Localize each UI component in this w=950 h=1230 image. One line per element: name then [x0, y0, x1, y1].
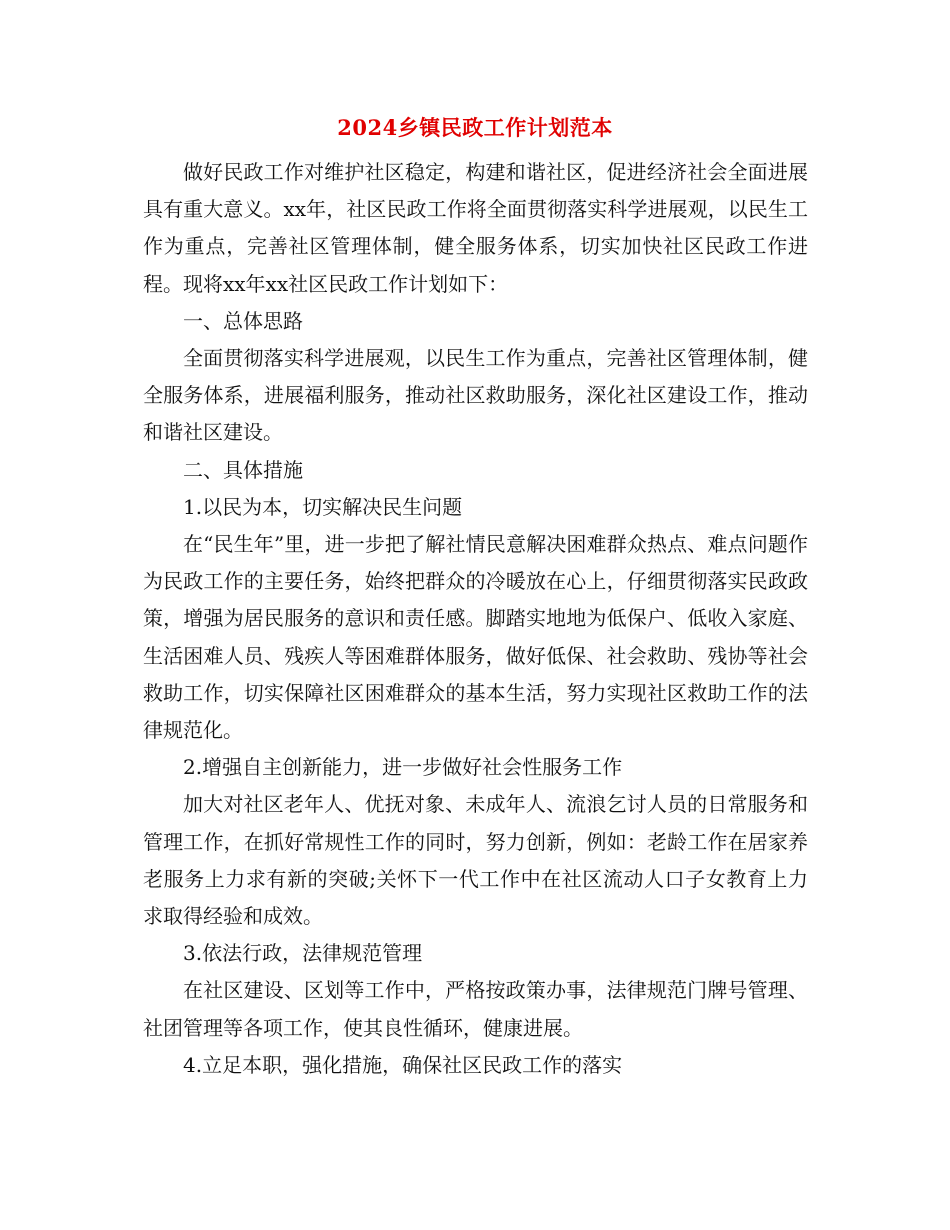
subheading-measure-3: 3.依法行政，法律规范管理	[183, 941, 423, 966]
subheading-measure-1: 1.以民为本，切实解决民生问题	[183, 494, 463, 519]
document-title: 2024乡镇民政工作计划范本	[337, 115, 613, 140]
paragraph-measure-2: 加大对社区老年人、优抚对象、未成年人、流浪乞讨人员的日常服务和管理工作，在抓好常规性工作的同时，努力创新，例如：老龄工作在居家养老服务上力求有新的突破;关怀下一代工作中在社区流动人口子女教育上力求取得经验和成效。	[143, 792, 808, 929]
subheading-measure-4: 4.立足本职，强化措施，确保社区民政工作的落实	[183, 1052, 623, 1077]
paragraph-measure-1: 在“民生年”里，进一步把了解社情民意解决困难群众热点、难点问题作为民政工作的主要任务，始终把群众的冷暖放在心上，仔细贯彻落实民政政策，增强为居民服务的意识和责任感。脚踏实地地为低保户、低收入家庭、生活困难人员、残疾人等困难群体服务，做好低保、社会救助、残协等社会救助工作，切实保障社区困难群众的基本生活，努力实现社区救助工作的法律规范化。	[143, 532, 808, 743]
paragraph-intro: 做好民政工作对维护社区稳定，构建和谐社区，促进经济社会全面进展具有重大意义。xx年，社区民政工作将全面贯彻落实科学进展观，以民生工作为重点，完善社区管理体制，健全服务体系，切实加快社区民政工作进程。现将xx年xx社区民政工作计划如下：	[143, 160, 808, 296]
heading-specific-measures: 二、具体措施	[183, 457, 303, 482]
subheading-measure-2: 2.增强自主创新能力，进一步做好社会性服务工作	[183, 755, 623, 780]
document-body	[143, 154, 808, 1084]
paragraph-overall-approach: 全面贯彻落实科学进展观，以民生工作为重点，完善社区管理体制，健全服务体系，进展福利服务，推动社区救助服务，深化社区建设工作，推动和谐社区建设。	[143, 346, 808, 445]
heading-overall-approach: 一、总体思路	[183, 308, 303, 333]
paragraph-measure-3: 在社区建设、区划等工作中，严格按政策办事，法律规范门牌号管理、社团管理等各项工作，使其良性循环，健康进展。	[143, 978, 808, 1040]
